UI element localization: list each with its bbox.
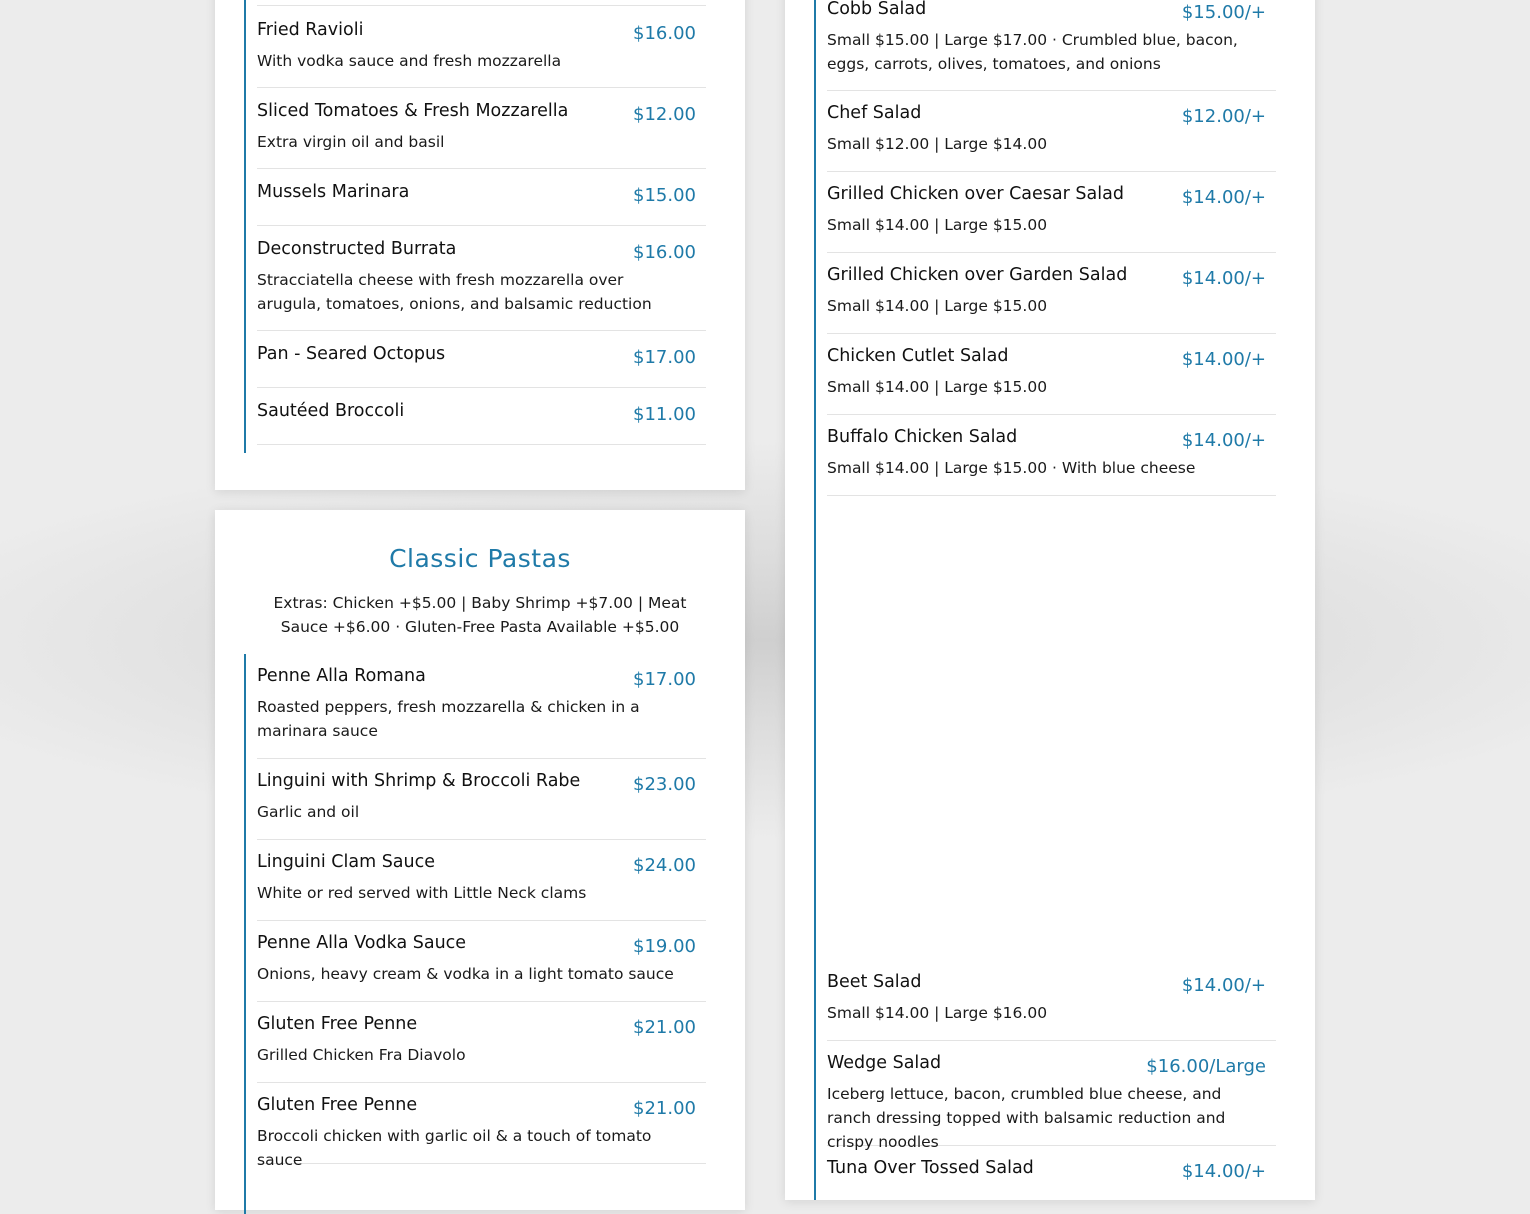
appetizers-card: [215, 0, 745, 490]
item-name: Penne Alla Romana: [257, 666, 426, 686]
appetizer-list: [244, 0, 706, 453]
section-note: Extras: Chicken +$5.00 | Baby Shrimp +$7.00 | Meat Sauce +$6.00 · Gluten-Free Pasta Available +$5.00: [273, 594, 687, 636]
item-name: Sliced Tomatoes & Fresh Mozzarella: [257, 101, 569, 121]
item-description: Broccoli chicken with garlic oil & a touch of tomato sauce: [257, 1127, 652, 1169]
menu-item: [827, 171, 1276, 253]
item-description: Small $15.00 | Large $17.00 · Crumbled blue, bacon, eggs, carrots, olives, tomatoes, and onions: [827, 31, 1238, 73]
item-price: $16.00: [633, 23, 696, 44]
menu-item: [827, 1145, 1276, 1200]
item-name: Gluten Free Penne: [257, 1014, 418, 1034]
pasta-list: [244, 654, 706, 1214]
item-description: Small $14.00 | Large $15.00 · With blue cheese: [827, 459, 1196, 477]
item-description: Onions, heavy cream & vodka in a light tomato sauce: [257, 965, 674, 983]
item-description: Small $14.00 | Large $15.00: [827, 297, 1048, 315]
menu-item: [257, 330, 706, 388]
item-name: Beet Salad: [827, 972, 922, 992]
menu-item: [827, 1040, 1276, 1151]
item-price: $16.00/Large: [1146, 1056, 1266, 1077]
item-price: $11.00: [633, 404, 696, 425]
item-price: $14.00/+: [1181, 1161, 1266, 1182]
item-description: Small $14.00 | Large $15.00: [827, 378, 1048, 396]
item-name: Chicken Cutlet Salad: [827, 346, 1009, 366]
item-name: Chef Salad: [827, 103, 922, 123]
item-name: Linguini with Shrimp & Broccoli Rabe: [257, 771, 581, 791]
item-price: $24.00: [633, 855, 696, 876]
item-name: Grilled Chicken over Caesar Salad: [827, 184, 1124, 204]
item-name: Cobb Salad: [827, 0, 927, 19]
item-description: With vodka sauce and fresh mozzarella: [257, 52, 562, 70]
item-description: Small $14.00 | Large $15.00: [827, 216, 1048, 234]
menu-item: [257, 387, 706, 445]
item-name: Tuna Over Tossed Salad: [827, 1158, 1034, 1178]
item-name: Deconstructed Burrata: [257, 239, 457, 259]
item-description: Iceberg lettuce, bacon, crumbled blue cheese, and ranch dressing topped with balsamic reduction and crispy noodles: [827, 1085, 1226, 1151]
item-name: Penne Alla Vodka Sauce: [257, 933, 467, 953]
menu-item: [827, 959, 1276, 1041]
item-price: $21.00: [633, 1017, 696, 1038]
item-price: $12.00: [633, 104, 696, 125]
item-name: Fried Ravioli: [257, 20, 364, 40]
menu-item: [257, 920, 706, 1002]
item-description: Roasted peppers, fresh mozzarella & chicken in a marinara sauce: [257, 698, 640, 740]
menu-item: [257, 758, 706, 840]
menu-item: [257, 168, 706, 226]
item-description: Stracciatella cheese with fresh mozzarella over arugula, tomatoes, onions, and balsamic reduction: [257, 271, 652, 313]
item-name: Pan - Seared Octopus: [257, 344, 446, 364]
item-price: $12.00/+: [1181, 106, 1266, 127]
menu-item: [827, 0, 1276, 91]
item-price: $23.00: [633, 774, 696, 795]
menu-item: [827, 90, 1276, 172]
item-name: Wedge Salad: [827, 1053, 942, 1073]
item-name: Grilled Chicken over Garden Salad: [827, 265, 1128, 285]
item-description: Garlic and oil: [257, 803, 360, 821]
menu-item: [257, 1082, 706, 1169]
item-price: $14.00/+: [1181, 187, 1266, 208]
item-name: Gluten Free Penne: [257, 1095, 418, 1115]
item-description: White or red served with Little Neck clams: [257, 884, 587, 902]
salads-card: [785, 0, 1315, 1200]
menu-item: [257, 654, 706, 759]
section-title: Classic Pastas: [389, 544, 571, 573]
menu-item: [827, 414, 1276, 496]
pastas-card: [215, 510, 745, 1210]
item-name: Linguini Clam Sauce: [257, 852, 436, 872]
salad-list: [814, 0, 1276, 1200]
item-name: Mussels Marinara: [257, 182, 410, 202]
item-name: Sautéed Broccoli: [257, 401, 405, 421]
item-price: $15.00: [633, 185, 696, 206]
menu-item: [827, 252, 1276, 334]
menu-item: [257, 87, 706, 169]
item-price: $19.00: [633, 936, 696, 957]
item-price: $21.00: [633, 1098, 696, 1119]
item-description: Grilled Chicken Fra Diavolo: [257, 1046, 466, 1064]
item-price: $15.00/+: [1181, 2, 1266, 23]
item-price: $17.00: [633, 669, 696, 690]
item-description: Small $14.00 | Large $16.00: [827, 1004, 1048, 1022]
menu-item: [257, 839, 706, 921]
item-description: Extra virgin oil and basil: [257, 133, 445, 151]
menu-item: [827, 333, 1276, 415]
item-price: $14.00/+: [1181, 268, 1266, 289]
menu-item: [257, 225, 706, 331]
item-price: $14.00/+: [1181, 975, 1266, 996]
item-price: $17.00: [633, 347, 696, 368]
item-price: $16.00: [633, 242, 696, 263]
item-price: $14.00/+: [1181, 349, 1266, 370]
menu-item: [257, 6, 706, 88]
item-name: Buffalo Chicken Salad: [827, 427, 1018, 447]
item-description: Small $12.00 | Large $14.00: [827, 135, 1048, 153]
menu-item: [257, 1001, 706, 1083]
item-price: $14.00/+: [1181, 430, 1266, 451]
